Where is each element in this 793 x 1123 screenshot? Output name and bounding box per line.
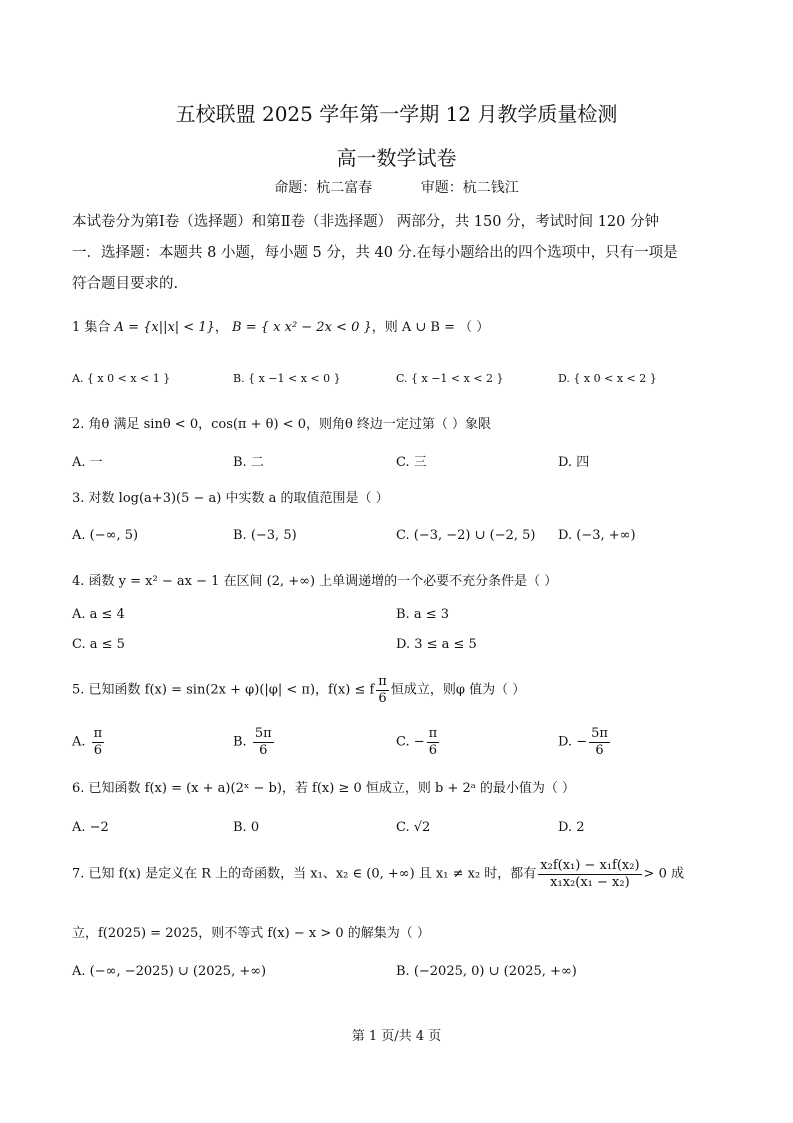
q4-option-b[interactable]: B. a ≤ 3: [396, 607, 449, 622]
q5-fraction: [376, 674, 389, 706]
question-2: 2. 角θ 满足 sinθ < 0，cos(π + θ) < 0，则角θ 终边一定过第（ ）象限: [72, 417, 492, 432]
q5-b-den: 6: [259, 742, 268, 758]
q7-frac-den: x₁x₂(x₁ − x₂): [550, 874, 630, 890]
intro-line-1: 本试卷分为第Ⅰ卷（选择题）和第Ⅱ卷（非选择题） 两部分，共 150 分，考试时间 120 分钟: [72, 214, 659, 230]
question-1: [72, 316, 489, 335]
q1-option-c[interactable]: C. { x −1 < x < 2 }: [396, 372, 504, 385]
q5-b-label: B.: [233, 734, 247, 750]
q5-c-sign: −: [413, 734, 425, 750]
q5-option-b[interactable]: [233, 726, 276, 758]
q5-option-c[interactable]: [396, 726, 441, 758]
q5-c-num: π: [428, 726, 438, 741]
q4-option-c[interactable]: C. a ≤ 5: [72, 637, 125, 652]
question-3: 3. 对数 log(a+3)(5 − a) 中实数 a 的取值范围是（ ）: [72, 491, 389, 506]
q4-option-d[interactable]: D. 3 ≤ a ≤ 5: [396, 637, 477, 652]
q5-b-num: 5π: [254, 726, 272, 741]
q1-option-a[interactable]: A. { x 0 < x < 1 }: [72, 372, 171, 385]
q7-stem-continued: 立，f(2025) = 2025，则不等式 f(x) − x > 0 的解集为（ ）: [72, 926, 430, 941]
question-6: 6. 已知函数 f(x) = (x + a)(2ˣ − b)，若 f(x) ≥ 0 恒成立，则 b + 2ᵃ 的最小值为（ ）: [72, 781, 576, 796]
q1-stem-c: ，: [214, 320, 228, 335]
q3-option-c[interactable]: C. (−3, −2) ∪ (−2, 5): [396, 528, 536, 543]
q5-frac-num: π: [378, 674, 387, 689]
q2-option-c[interactable]: C. 三: [396, 455, 427, 470]
q1-stem-e: ，则 A ∪ B = （ ）: [371, 320, 490, 335]
q7-frac-num: x₂f(x₁) − x₁f(x₂): [540, 858, 640, 873]
q5-d-den: 6: [595, 742, 604, 758]
q5-stem-a: 5. 已知函数 f(x) = sin(2x + φ)(|φ| < π)，f(x) ≤ f: [72, 682, 375, 698]
q1-option-b[interactable]: B. { x −1 < x < 0 }: [233, 372, 341, 385]
q5-a-den: 6: [93, 742, 103, 758]
q7-stem-a: 7. 已知 f(x) 是定义在 R 上的奇函数，当 x₁、x₂ ∈ (0, +∞) 且 x₁ ≠ x₂ 时，都有: [72, 866, 537, 882]
q7-option-a[interactable]: A. (−∞, −2025) ∪ (2025, +∞): [72, 964, 267, 979]
q1-set-a: A = {x||x| < 1}: [114, 320, 215, 335]
q1-option-d[interactable]: D. { x 0 < x < 2 }: [558, 372, 657, 385]
q5-c-label: C.: [396, 734, 410, 750]
author-setter: 命题：杭二富春: [274, 180, 373, 196]
q7-fraction: [538, 858, 641, 890]
intro-line-3: 符合题目要求的.: [72, 276, 179, 292]
q7-option-b[interactable]: B. (−2025, 0) ∪ (2025, +∞): [396, 964, 577, 979]
exam-authors: [0, 177, 793, 197]
intro-line-2: 一．选择题：本题共 8 小题，每小题 5 分，共 40 分.在每小题给出的四个选项中，只有一项是: [72, 245, 678, 261]
q2-option-d[interactable]: D. 四: [558, 455, 590, 470]
q5-stem-b: 恒成立，则φ 值为（ ）: [390, 682, 526, 698]
q6-option-b[interactable]: B. 0: [233, 820, 260, 835]
question-7: [72, 858, 684, 890]
q5-c-den: 6: [428, 742, 438, 758]
q2-option-a[interactable]: A. 一: [72, 455, 103, 470]
q5-d-sign: −: [576, 734, 588, 750]
q5-a-num: π: [93, 726, 103, 741]
q5-a-label: A.: [72, 734, 86, 750]
q6-option-a[interactable]: A. −2: [72, 820, 109, 835]
q1-set-b: B = { x x² − 2x < 0 }: [232, 320, 372, 335]
page-footer: 第 1 页/共 4 页: [351, 1029, 442, 1044]
q5-option-d[interactable]: [558, 726, 612, 758]
q6-option-c[interactable]: C. √2: [396, 820, 431, 835]
q2-option-b[interactable]: B. 二: [233, 455, 264, 470]
q1-stem-a: 1 集合: [72, 320, 111, 335]
q4-option-a[interactable]: A. a ≤ 4: [72, 607, 125, 622]
question-5: [72, 674, 525, 706]
q5-d-label: D.: [558, 734, 573, 750]
q3-option-a[interactable]: A. (−∞, 5): [72, 528, 139, 543]
q3-option-d[interactable]: D. (−3, +∞): [558, 528, 636, 543]
author-reviewer: 审题：杭二钱江: [420, 180, 519, 196]
q5-frac-den: 6: [378, 690, 387, 706]
exam-subtitle: 高一数学试卷: [336, 146, 457, 170]
q5-option-a[interactable]: [72, 726, 106, 758]
q6-option-d[interactable]: D. 2: [558, 820, 585, 835]
question-4: 4. 函数 y = x² − ax − 1 在区间 (2, +∞) 上单调递增的一个必要不充分条件是（ ）: [72, 574, 558, 589]
exam-title: 五校联盟 2025 学年第一学期 12 月教学质量检测: [175, 102, 618, 126]
q5-d-num: 5π: [591, 726, 608, 741]
q7-stem-b: > 0 成: [643, 866, 684, 882]
q3-option-b[interactable]: B. (−3, 5): [233, 528, 297, 543]
